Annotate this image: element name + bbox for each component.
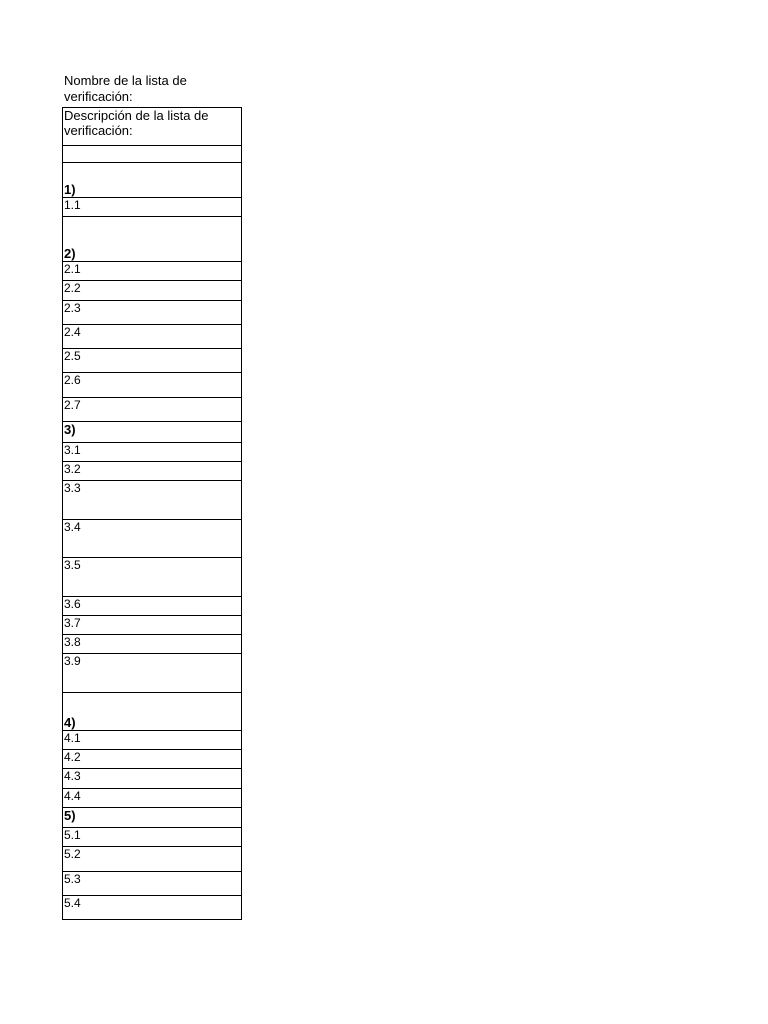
item-number: 2.2: [64, 281, 81, 295]
item-number: 2.7: [64, 398, 81, 412]
item-number: 3.5: [64, 558, 81, 572]
item-number: 5.1: [64, 828, 81, 842]
checklist-item-row: [63, 301, 241, 325]
item-number: 3.3: [64, 481, 81, 495]
checklist-item-row: [63, 398, 241, 422]
checklist-name-label: Nombre de la lista de verificación:: [64, 73, 187, 104]
checklist-item-row: [63, 146, 241, 163]
section-number: 2): [64, 246, 76, 261]
checklist-item-row: [63, 828, 241, 847]
checklist-item-row: [63, 558, 241, 597]
item-number: 4.1: [64, 731, 81, 745]
checklist-item-row: [63, 847, 241, 872]
item-number: 5.2: [64, 847, 81, 861]
checklist-item-row: [63, 789, 241, 808]
section-number: 5): [64, 808, 76, 823]
checklist-item-row: [63, 769, 241, 789]
section-number: 1): [64, 182, 76, 197]
checklist-item-row: [63, 597, 241, 616]
item-number: 2.6: [64, 373, 81, 387]
section-header-row: [63, 808, 241, 828]
checklist-item-row: [63, 198, 241, 217]
item-number: 3.6: [64, 597, 81, 611]
checklist-item-row: [63, 896, 241, 920]
item-number: 3.4: [64, 520, 81, 534]
item-number: 2.3: [64, 301, 81, 315]
checklist-item-row: [63, 731, 241, 750]
section-header-row: [63, 422, 241, 443]
item-number: 3.7: [64, 616, 81, 630]
section-header-row: [63, 693, 241, 731]
item-number: 4.2: [64, 750, 81, 764]
checklist-description-label: Descripción de la lista de verificación:: [63, 108, 241, 146]
item-number: 2.4: [64, 325, 81, 339]
item-number: 1.1: [64, 198, 81, 212]
checklist-item-row: [63, 443, 241, 462]
checklist-item-row: [63, 281, 241, 301]
section-number: 3): [64, 422, 76, 437]
item-number: 3.9: [64, 654, 81, 668]
checklist-item-row: [63, 325, 241, 349]
section-header-row: [63, 163, 241, 198]
checklist-item-row: [63, 262, 241, 281]
item-number: 2.1: [64, 262, 81, 276]
checklist-item-row: [63, 373, 241, 398]
item-number: 3.8: [64, 635, 81, 649]
checklist-table: [62, 107, 242, 920]
checklist-item-row: [63, 872, 241, 896]
checklist-item-row: [63, 481, 241, 520]
checklist-item-row: [63, 750, 241, 769]
item-number: 4.4: [64, 789, 81, 803]
checklist-item-row: [63, 462, 241, 481]
item-number: 2.5: [64, 349, 81, 363]
item-number: 5.4: [64, 896, 81, 910]
checklist-item-row: [63, 520, 241, 558]
checklist-item-row: [63, 349, 241, 373]
item-number: 3.2: [64, 462, 81, 476]
item-number: 4.3: [64, 769, 81, 783]
checklist-item-row: [63, 654, 241, 693]
checklist-item-row: [63, 635, 241, 654]
checklist-item-row: [63, 616, 241, 635]
section-header-row: [63, 217, 241, 262]
item-number: 3.1: [64, 443, 81, 457]
section-number: 4): [64, 715, 76, 730]
item-number: 5.3: [64, 872, 81, 886]
